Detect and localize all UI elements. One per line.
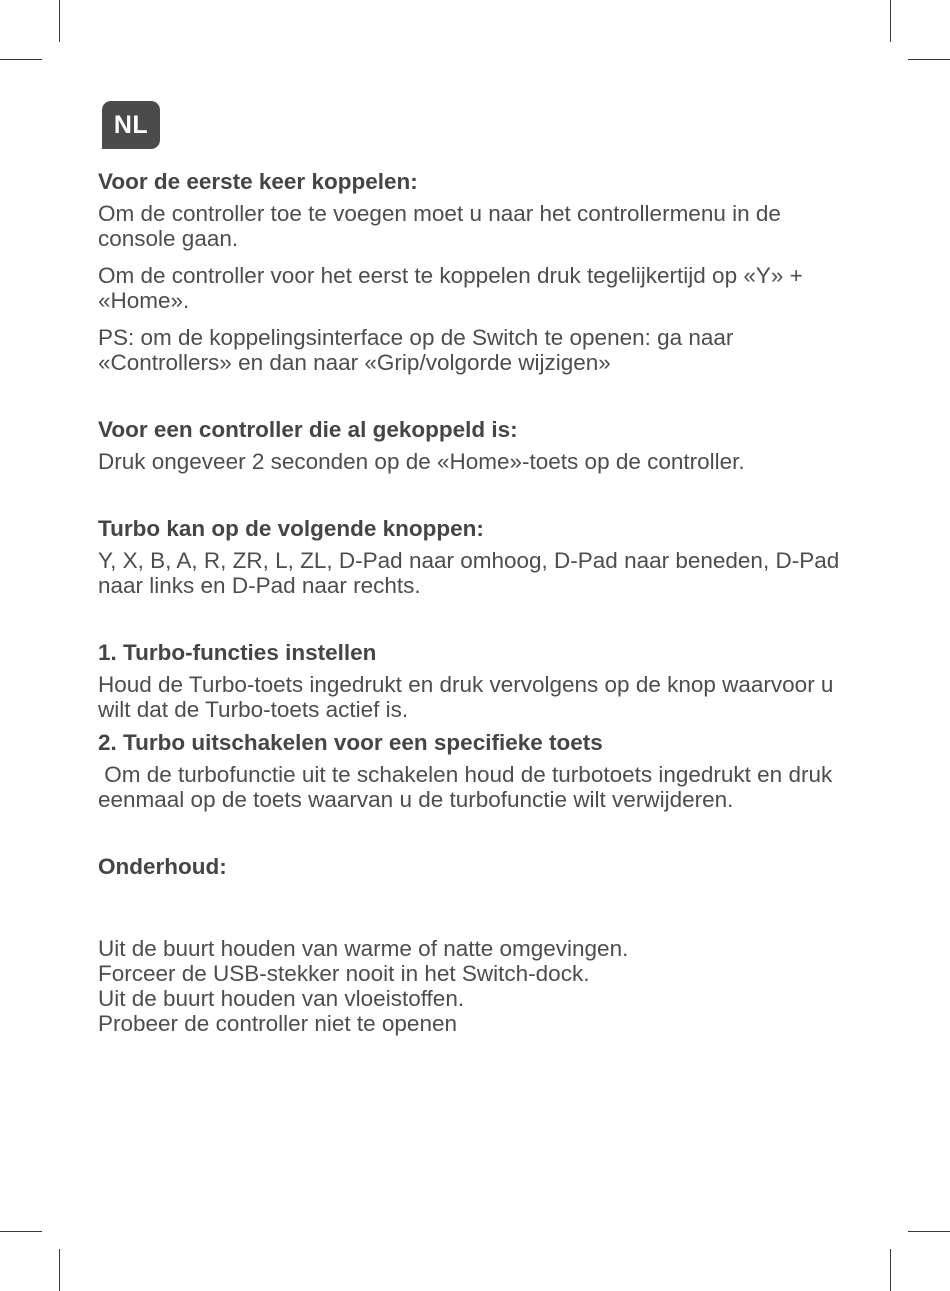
crop-mark-top-right-vertical: [890, 0, 891, 42]
section-first-pairing: [98, 167, 858, 375]
crop-mark-bottom-right-horizontal: [908, 1231, 950, 1232]
language-badge: NL: [102, 101, 160, 149]
section-heading: Voor een controller die al gekoppeld is:: [98, 417, 518, 442]
crop-mark-top-right-horizontal: [908, 59, 950, 60]
paragraph: Om de controller voor het eerst te koppelen druk tegelijkertijd op «Y» + «Home».: [98, 263, 810, 313]
crop-mark-bottom-left-vertical: [59, 1249, 60, 1291]
paragraph: Om de turbofunctie uit te schakelen houd de turbotoets ingedrukt en druk eenmaal op de toets waarvan u de turbofunctie wilt verwijderen.: [98, 762, 839, 812]
section-heading: 1. Turbo-functies instellen: [98, 640, 377, 665]
manual-content: [98, 167, 858, 1086]
crop-mark-bottom-left-horizontal: [0, 1231, 42, 1232]
section-maintenance: [98, 852, 858, 1086]
section-turbo-buttons: [98, 514, 858, 598]
section-heading: Turbo kan op de volgende knoppen:: [98, 516, 484, 541]
maintenance-line: Forceer de USB-stekker nooit in het Switch-dock.: [98, 961, 590, 986]
section-heading: Voor de eerste keer koppelen:: [98, 169, 418, 194]
maintenance-line: Uit de buurt houden van warme of natte omgevingen.: [98, 936, 629, 961]
crop-mark-top-left-horizontal: [0, 59, 42, 60]
paragraph: Druk ongeveer 2 seconden op de «Home»-toets op de controller.: [98, 449, 745, 474]
section-turbo-setup: [98, 638, 858, 812]
section-subheading: 2. Turbo uitschakelen voor een specifieke toets: [98, 730, 603, 755]
crop-mark-top-left-vertical: [59, 0, 60, 42]
crop-mark-bottom-right-vertical: [890, 1249, 891, 1291]
section-heading: Onderhoud:: [98, 854, 227, 879]
paragraph: Y, X, B, A, R, ZR, L, ZL, D-Pad naar omhoog, D-Pad naar beneden, D-Pad naar links en D-Pad naar rechts.: [98, 548, 846, 598]
maintenance-list: [98, 886, 858, 1086]
maintenance-line: Probeer de controller niet te openen: [98, 1011, 457, 1036]
paragraph: Om de controller toe te voegen moet u naar het controllermenu in de console gaan.: [98, 201, 788, 251]
paragraph: PS: om de koppelingsinterface op de Switch te openen: ga naar «Controllers» en dan naar «Grip/volgorde wijzigen»: [98, 325, 740, 375]
paragraph: Houd de Turbo-toets ingedrukt en druk vervolgens op de knop waarvoor u wilt dat de Turbo-toets actief is.: [98, 672, 840, 722]
maintenance-line: Uit de buurt houden van vloeistoffen.: [98, 986, 465, 1011]
section-already-paired: [98, 415, 858, 474]
